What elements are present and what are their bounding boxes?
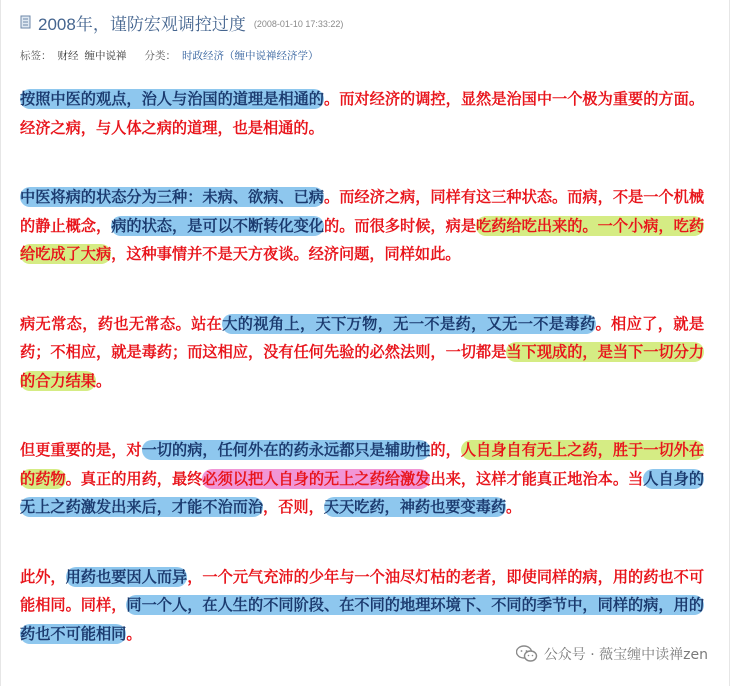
highlighted-text: 人自身的无上之药激发出来后，才能不治而治 [20, 469, 705, 516]
body-text: 病无常态，药也无常态。站在 [20, 314, 223, 333]
post-date: (2008-01-10 17:33:22) [253, 18, 344, 29]
highlighted-text: 一切的病，任何外在的药永远都只是辅助性 [141, 441, 431, 459]
highlighted-text: 同一个人，在人生的不同阶段、在不同的地理环境下、不同的季节中，同样的病，用的药也不可能相同 [20, 596, 705, 643]
highlighted-text: 当下现成的，是当下一切分力的合力结果 [20, 343, 705, 390]
watermark-text: 公众号 · 薇宝缠中读禅zen [543, 647, 708, 663]
article-body [20, 85, 704, 689]
paragraph [20, 436, 704, 522]
category-label: 分类： [144, 50, 176, 62]
body-text: 此外， [20, 567, 66, 586]
body-text: 的， [430, 441, 461, 459]
body-text: 。 [95, 371, 112, 390]
paragraph [20, 183, 704, 269]
watermark [516, 644, 708, 664]
body-text: 出来，这样才能真正地治本。当 [430, 469, 644, 488]
post-meta [20, 48, 720, 63]
body-text: 。相应了，就是药；不相应，就是毒药；而这相应，没有任何先验的必然法则，一切都是 [20, 314, 705, 361]
body-text: 但更重要的是，对 [20, 441, 142, 459]
highlighted-text: 大的视角上，天下万物，无一不是药，又无一不是毒药 [222, 314, 596, 333]
body-text: 。真正的用药，最终 [65, 469, 203, 488]
highlighted-text: 必须以把人自身的无上之药给激发 [202, 469, 431, 488]
highlighted-text: 按照中医的观点，治人与治国的道理是相通的 [20, 90, 325, 108]
left-border [0, 0, 1, 686]
title-row [20, 10, 720, 34]
post-header [20, 10, 720, 63]
wechat-icon [516, 645, 538, 663]
highlighted-text: 天天吃药，神药也要变毒药 [323, 498, 506, 516]
paragraph [20, 563, 704, 649]
body-text: 。 [506, 498, 522, 516]
body-text: ，否则， [263, 498, 324, 516]
body-text: 。 [126, 624, 142, 643]
paragraph [20, 85, 704, 142]
body-text: ，一个元气充沛的少年与一个油尽灯枯的老者，即使同样的病，用的药也不可能相同。同样， [20, 567, 705, 614]
highlighted-text: 用药也要因人而异 [65, 567, 188, 586]
tags-label: 标签： [20, 50, 52, 62]
highlighted-text: 中医将病的状态分为三种：未病、欲病、已病 [20, 188, 325, 206]
category-link[interactable]: 时政经济（缠中说禅经济学） [182, 50, 319, 62]
tag-link[interactable]: 缠中说禅 [84, 50, 127, 62]
body-text: ，这种事情并不是天方夜谈。经济问题，同样如此。 [111, 245, 461, 263]
post-title[interactable]: 2008年，谨防宏观调控过度 [38, 14, 246, 34]
body-text: 的。而很多时候，病是 [324, 216, 477, 235]
tag-link[interactable]: 财经 [57, 50, 79, 62]
paragraph [20, 310, 704, 396]
document-icon [20, 15, 32, 29]
highlighted-text: 人自身自有无上之药，胜于一切外在的药物 [20, 441, 705, 488]
highlighted-text: 病的状态，是可以不断转化变化 [111, 216, 325, 235]
highlighted-text: 吃药给吃出来的。一个小病，吃药给吃成了大病 [20, 216, 705, 263]
body-text: 。而对经济的调控，显然是治国中一个极为重要的方面。经济之病，与人体之病的道理，也是相通的。 [20, 90, 705, 137]
body-text: 。而经济之病，同样有这三种状态。而病，不是一个机械的静止概念， [20, 188, 705, 235]
